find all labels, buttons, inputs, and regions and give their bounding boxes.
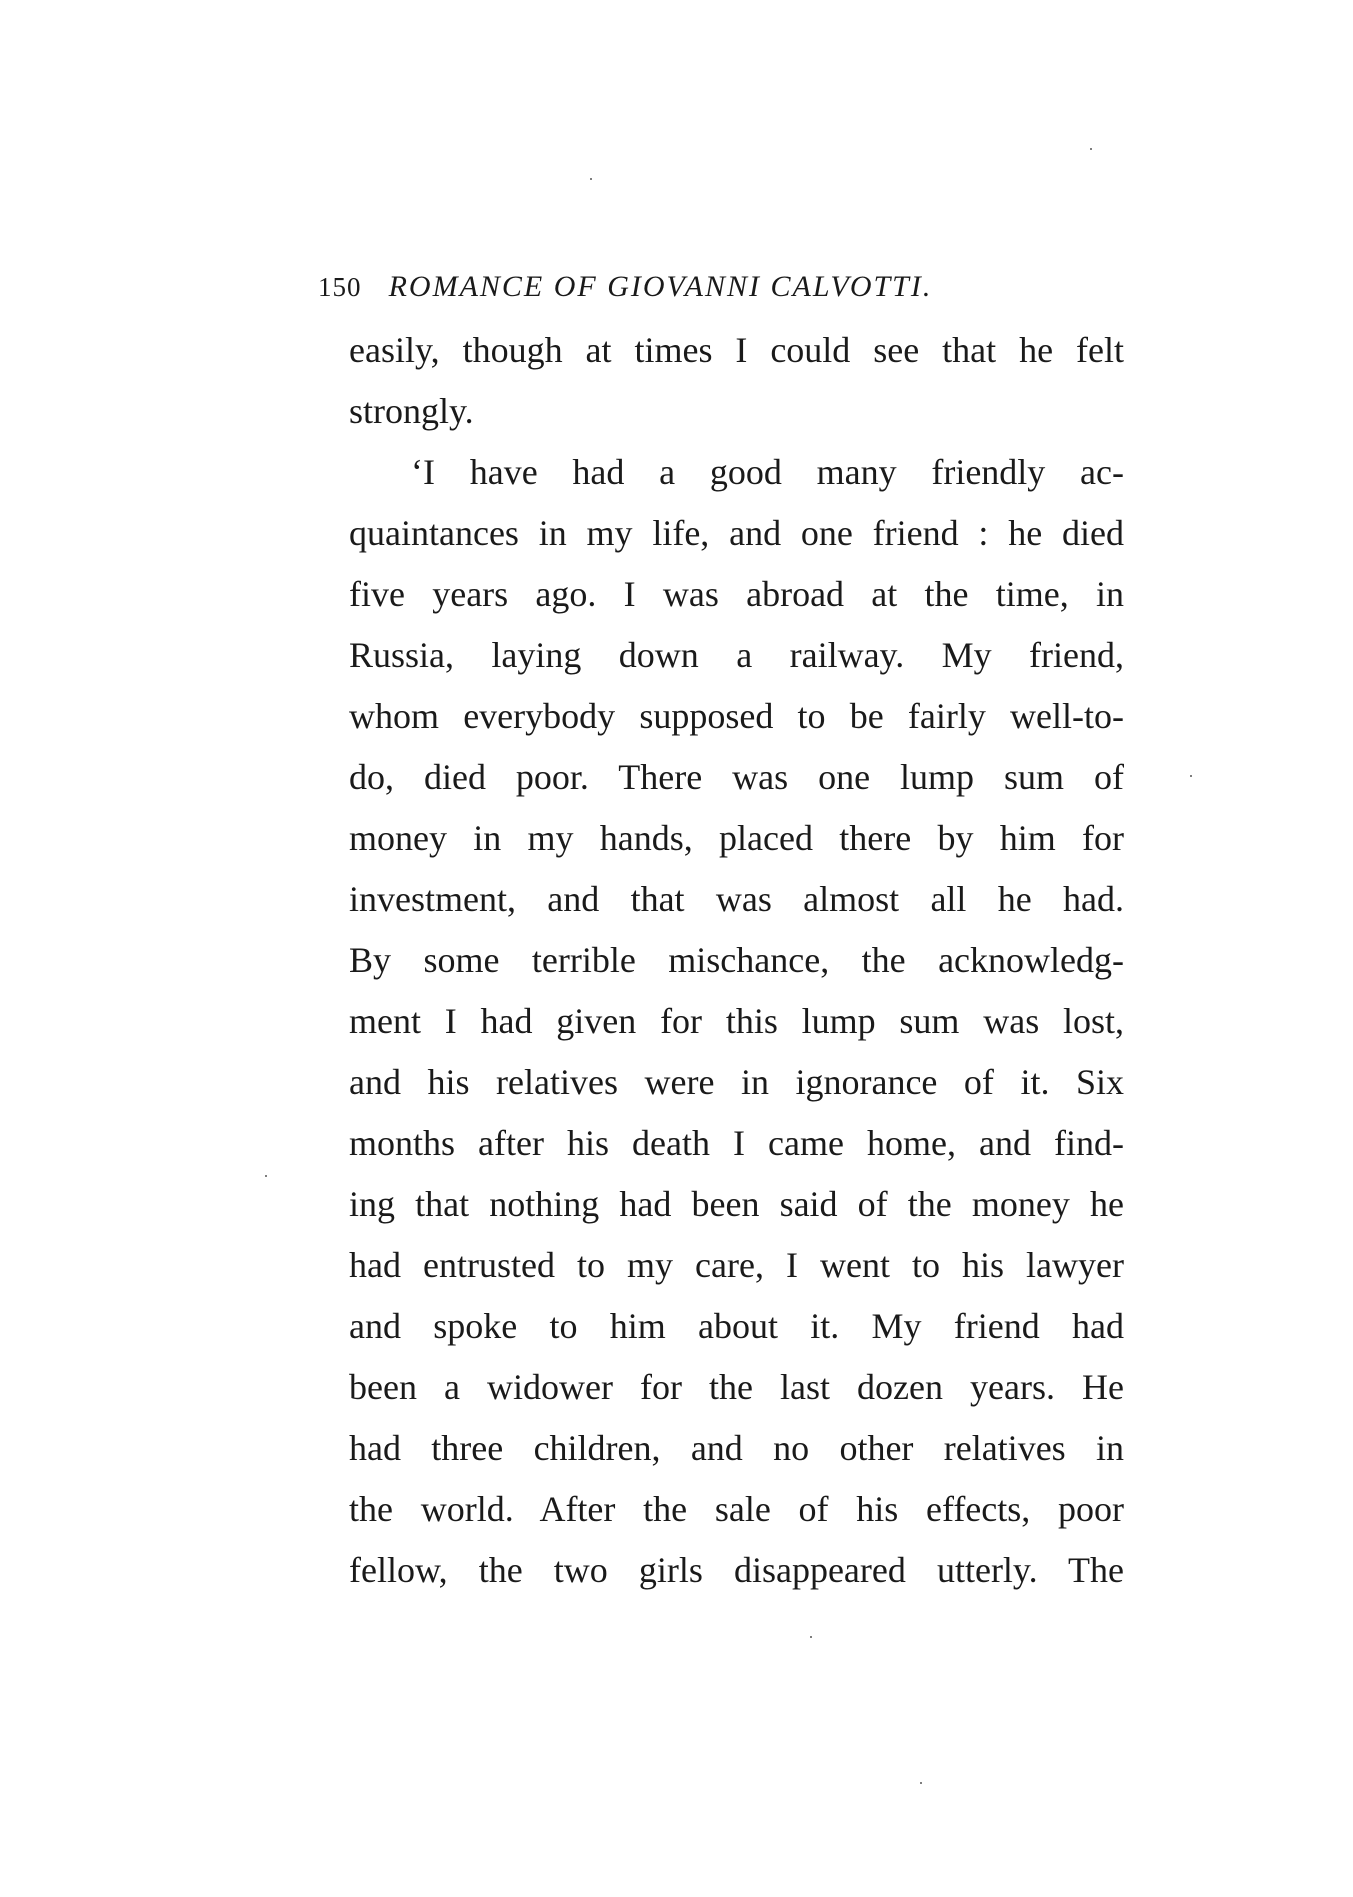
text-line: do, died poor. There was one lump sum of [349,757,1124,797]
scan-speck [265,1175,267,1177]
text-line: fellow, the two girls disappeared utterly. The [349,1550,1124,1590]
scan-speck [590,178,592,180]
text-line: and spoke to him about it. My friend had [349,1306,1124,1346]
text-line: strongly. [349,391,474,431]
text-line: easily, though at times I could see that he felt [349,330,1124,370]
text-line: whom everybody supposed to be fairly well-to- [349,696,1124,736]
text-line: had three children, and no other relatives in [349,1428,1124,1468]
text-line: ing that nothing had been said of the money he [349,1184,1124,1224]
text-line: ‘I have had a good many friendly ac- [411,452,1124,492]
text-line: ment I had given for this lump sum was lost, [349,1001,1124,1041]
running-header [318,270,1138,310]
text-line: five years ago. I was abroad at the time, in [349,574,1124,614]
text-line: money in my hands, placed there by him for [349,818,1124,858]
text-line: been a widower for the last dozen years. He [349,1367,1124,1407]
text-line: months after his death I came home, and find- [349,1123,1124,1163]
text-line: Russia, laying down a railway. My friend, [349,635,1124,675]
text-line: By some terrible mischance, the acknowledg- [349,940,1124,980]
text-line: had entrusted to my care, I went to his lawyer [349,1245,1124,1285]
body-text [349,320,1124,1601]
text-line: quaintances in my life, and one friend : he died [349,513,1124,553]
scan-speck [1090,148,1092,150]
page-number: 150 [318,272,362,302]
scan-speck [810,1636,812,1638]
scan-speck [920,1782,922,1784]
text-line: investment, and that was almost all he had. [349,879,1124,919]
scan-speck [1190,775,1192,777]
running-title: ROMANCE OF GIOVANNI CALVOTTI. [388,270,933,303]
text-line: the world. After the sale of his effects, poor [349,1489,1124,1529]
text-line: and his relatives were in ignorance of it. Six [349,1062,1124,1102]
